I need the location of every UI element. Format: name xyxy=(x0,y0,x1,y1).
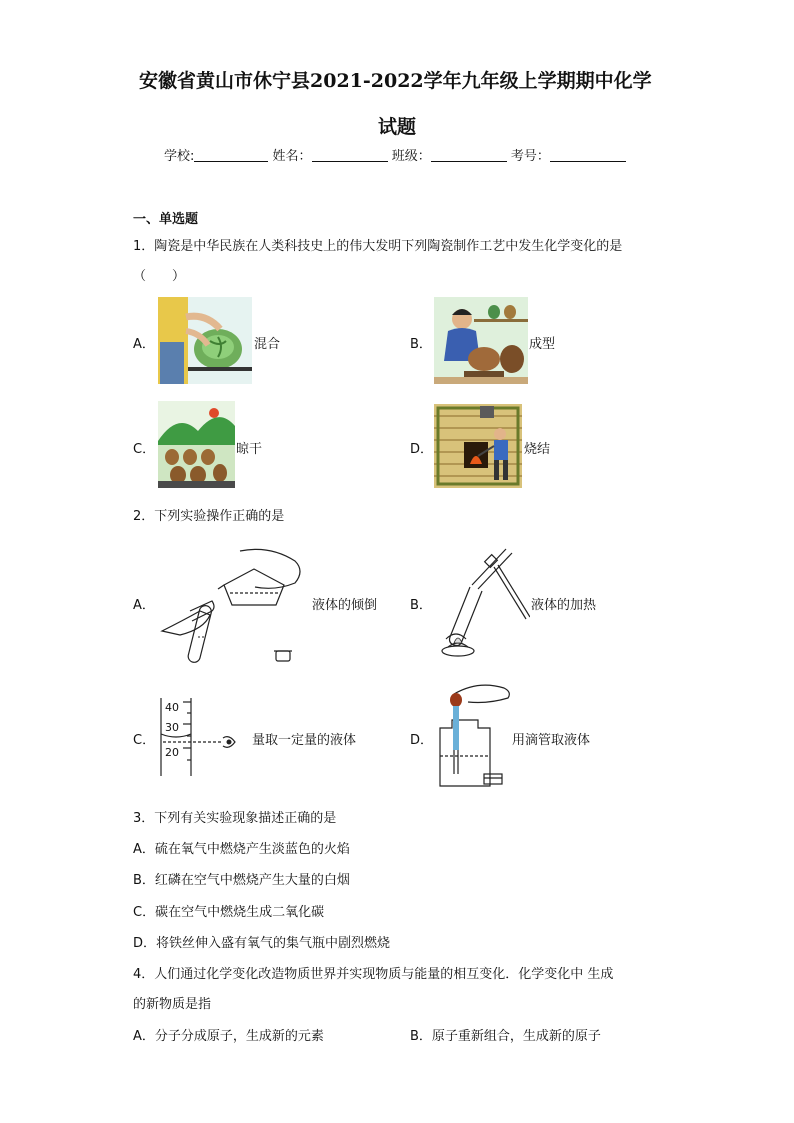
q3-option-a[interactable]: A．硫在氧气中燃烧产生淡蓝色的火焰 xyxy=(133,842,350,857)
q4-stem-line2: 的新物质是指 xyxy=(133,997,212,1012)
q1-option-a-letter[interactable]: A． xyxy=(133,337,155,352)
q2-option-c-letter[interactable]: C． xyxy=(133,733,156,748)
kiln-firing-illustration xyxy=(434,404,522,488)
q4-option-a[interactable]: A．分子分成原子，生成新的元素 xyxy=(133,1029,324,1044)
exam-number-label: 考号： xyxy=(510,149,550,164)
cylinder-scale-40: 40 xyxy=(165,701,179,714)
cylinder-scale-20: 20 xyxy=(165,746,179,759)
cylinder-scale-30: 30 xyxy=(165,721,179,734)
q2-option-b-text: 液体的加热 xyxy=(531,598,597,613)
q2-stem-line1: 2．下列实验操作正确的是 xyxy=(133,509,285,524)
q2-option-a-text: 液体的倾倒 xyxy=(312,598,378,613)
student-info-row xyxy=(164,145,626,164)
clay-mixing-illustration xyxy=(158,297,252,384)
exam-number-blank[interactable] xyxy=(550,147,626,162)
q1-stem-line2: （ ） xyxy=(133,269,186,284)
q1-option-b-letter[interactable]: B． xyxy=(410,337,432,352)
class-label: 班级： xyxy=(391,149,431,164)
q4-option-b[interactable]: B．原子重新组合，生成新的原子 xyxy=(410,1029,601,1044)
liquid-pouring-illustration xyxy=(160,541,310,667)
name-label: 姓名： xyxy=(272,149,312,164)
pottery-shaping-illustration xyxy=(434,297,528,384)
school-blank[interactable] xyxy=(194,147,268,162)
q2-option-b-letter[interactable]: B． xyxy=(410,598,432,613)
q1-option-d-text: 烧结 xyxy=(524,442,551,457)
graduated-cylinder-illustration xyxy=(155,698,245,778)
name-blank[interactable] xyxy=(312,147,388,162)
pots-drying-illustration xyxy=(158,401,235,488)
q1-option-a-text: 混合 xyxy=(254,337,281,352)
q2-option-d-letter[interactable]: D． xyxy=(410,733,434,748)
q3-option-c[interactable]: C．碳在空气中燃烧生成二氧化碳 xyxy=(133,905,325,920)
q4-stem-line1: 4．人们通过化学变化改造物质世界并实现物质与能量的相互变化．化学变化中 生成 xyxy=(133,967,614,982)
liquid-heating-illustration xyxy=(432,547,530,657)
q1-option-c-text: 晾干 xyxy=(236,442,263,457)
exam-title-line2: 试题 xyxy=(378,116,417,138)
exam-title-line1: 安徽省黄山市休宁县2021-2022学年九年级上学期期中化学 xyxy=(139,70,652,92)
q1-option-d-letter[interactable]: D． xyxy=(410,442,434,457)
q1-option-b-text: 成型 xyxy=(529,337,556,352)
q2-option-a-letter[interactable]: A． xyxy=(133,598,155,613)
q3-option-d[interactable]: D．将铁丝伸入盛有氧气的集气瓶中剧烈燃烧 xyxy=(133,936,391,951)
section-title: 一、单选题 xyxy=(133,212,199,227)
q3-option-b[interactable]: B．红磷在空气中燃烧产生大量的白烟 xyxy=(133,873,350,888)
q1-stem-line1: 1．陶瓷是中华民族在人类科技史上的伟大发明下列陶瓷制作工艺中发生化学变化的是 xyxy=(133,239,623,254)
q2-option-d-text: 用滴管取液体 xyxy=(512,733,591,748)
q1-option-c-letter[interactable]: C． xyxy=(133,442,156,457)
class-blank[interactable] xyxy=(431,147,507,162)
dropper-illustration xyxy=(434,684,516,790)
school-label: 学校: xyxy=(164,149,195,164)
q3-stem-line1: 3．下列有关实验现象描述正确的是 xyxy=(133,811,337,826)
q2-option-c-text: 量取一定量的液体 xyxy=(252,733,357,748)
